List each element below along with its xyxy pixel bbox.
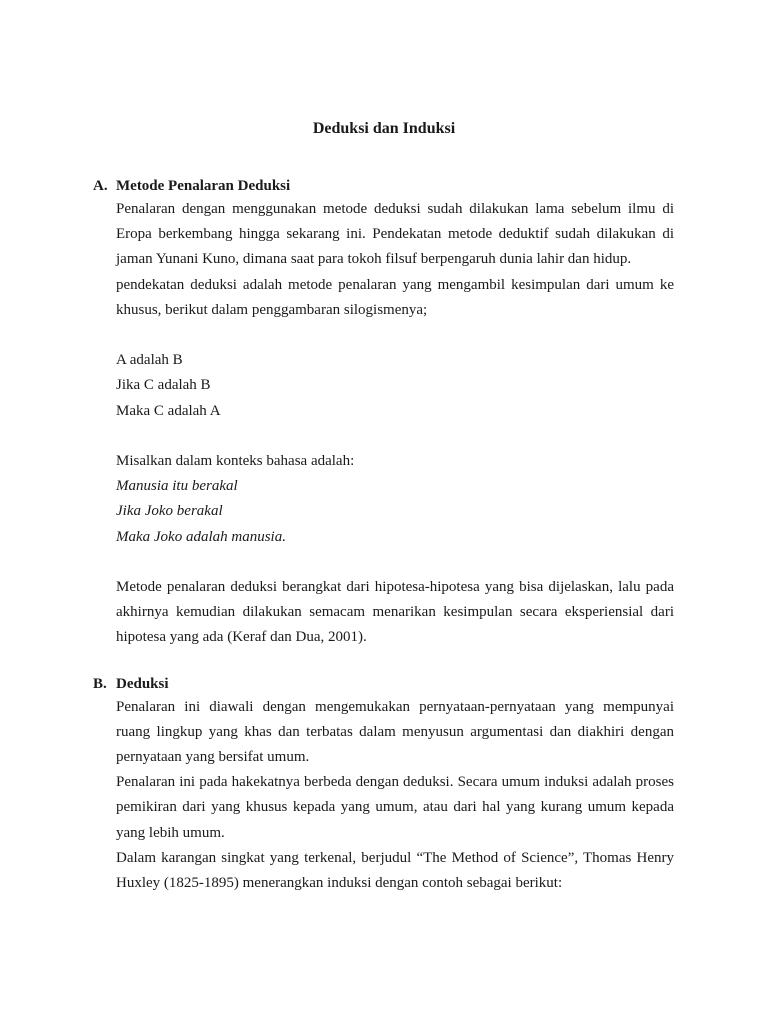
section-b-paragraph-1: Penalaran ini diawali dengan mengemukakan pernyataan-pernyataan yang mempunyai ruang lingkup yang khas dan terbatas dalam menyusun argumentasi dan diakhiri dengan pernyataan yang bersifat umum. bbox=[116, 698, 674, 765]
section-b-body bbox=[93, 695, 674, 897]
syllogism-line: A adalah B bbox=[116, 352, 183, 369]
spacer bbox=[116, 323, 674, 348]
section-a-title: Metode Penalaran Deduksi bbox=[116, 178, 291, 194]
section-a-paragraph-1: Penalaran dengan menggunakan metode deduksi sudah dilakukan lama sebelum ilmu di Eropa berkembang hingga sekarang ini. Pendekatan metode deduktif sudah dilakukan di jaman Yunani Kuno, dimana saat para tokoh filsuf berpengaruh dunia lahir dan hidup. bbox=[116, 201, 674, 268]
section-b-paragraph-2: Penalaran ini pada hakekatnya berbeda dengan deduksi. Secara umum induksi adalah proses pemikiran dari yang khusus kepada yang umum, atau dari hal yang kurang umum kepada yang lebih umum. bbox=[116, 774, 674, 841]
spacer bbox=[116, 424, 674, 449]
section-a-body bbox=[93, 197, 674, 651]
example-line: Manusia itu berakal bbox=[116, 478, 238, 495]
spacer bbox=[116, 550, 674, 575]
section-b-title: Deduksi bbox=[116, 675, 169, 692]
section-a-letter: A. bbox=[93, 178, 108, 194]
section-b-letter: B. bbox=[93, 675, 107, 692]
spacer bbox=[93, 651, 674, 673]
document-title: Deduksi dan Induksi bbox=[312, 120, 456, 137]
section-a-heading bbox=[93, 175, 674, 197]
example-line: Maka Joko adalah manusia. bbox=[116, 528, 286, 545]
example-intro: Misalkan dalam konteks bahasa adalah: bbox=[116, 452, 355, 469]
document-body bbox=[93, 175, 674, 896]
section-b-heading bbox=[93, 673, 674, 695]
syllogism-line: Jika C adalah B bbox=[116, 377, 211, 394]
section-b-paragraph-3: Dalam karangan singkat yang terkenal, berjudul “The Method of Science”, Thomas Henry Huxley (1825-1895) menerangkan induksi dengan contoh sebagai berikut: bbox=[116, 849, 674, 891]
example-line: Jika Joko berakal bbox=[116, 503, 223, 520]
section-a-paragraph-3: Metode penalaran deduksi berangkat dari hipotesa-hipotesa yang bisa dijelaskan, lalu pada akhirnya kemudian dilakukan semacam menarikan kesimpulan secara eksperiensial dari hipotesa yang ada (Keraf dan Dua, 2001). bbox=[116, 578, 674, 646]
section-a-paragraph-2: pendekatan deduksi adalah metode penalaran yang mengambil kesimpulan dari umum ke khusus, berikut dalam penggambaran silogismenya; bbox=[116, 276, 674, 318]
syllogism-line: Maka C adalah A bbox=[116, 402, 221, 419]
